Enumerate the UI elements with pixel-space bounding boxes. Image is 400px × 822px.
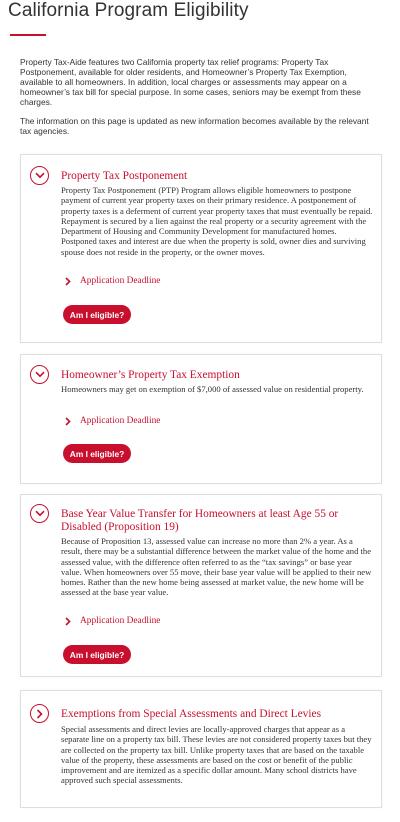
program-description: Homeowners may get on exemption of $7,000 of assessed value on residential property.: [61, 384, 364, 394]
program-description: Because of Proposition 13, assessed value can increase no more than 2% a year. As a result, there may be a substantial difference between the market value of the home and the assessed value, with the difference often referred to as the “tax savings” or base year value. When homeowners over 55 move, their base year value will be applied to their new homes. Rather than the new home being assessed at market value, the new home will be assessed at the base year value.: [61, 536, 372, 598]
chevron-right-icon: [65, 417, 71, 426]
program-card-special-assessments: [20, 690, 382, 808]
chevron-down-circle-icon[interactable]: [30, 504, 49, 523]
chevron-right-circle-icon[interactable]: [30, 704, 49, 723]
am-i-eligible-button[interactable]: Am I eligible?: [63, 444, 131, 463]
page-title: California Program Eligibility: [8, 0, 249, 21]
program-card-property-tax-postponement: [20, 154, 382, 343]
application-deadline-link[interactable]: [65, 616, 160, 626]
am-i-eligible-button[interactable]: Am I eligible?: [63, 645, 131, 664]
program-description: Property Tax Postponement (PTP) Program allows eligible homeowners to postpone payment of current year property taxes on their primary residence. A postponement of property taxes is a deferment of current year property taxes that must eventually be repaid. Repayment is secured by a lien against the real property or a security agreement with the Department of Housing and Community Development for manufactured homes. Postponed taxes and interest are due when the property is sold, owner dies and surviving spouse does not reside in the property, or the owner moves.: [61, 185, 373, 257]
title-underline: [10, 34, 46, 36]
program-card-base-year-value-transfer: [20, 494, 382, 677]
program-title[interactable]: Base Year Value Transfer for Homeowners at least Age 55 or Disabled (Proposition 19): [61, 508, 339, 533]
program-title[interactable]: Property Tax Postponement: [61, 170, 188, 182]
application-deadline-link[interactable]: [65, 416, 160, 426]
chevron-right-icon: [65, 277, 71, 286]
application-deadline-label: Application Deadline: [80, 416, 161, 426]
application-deadline-link[interactable]: [65, 276, 160, 286]
application-deadline-label: Application Deadline: [80, 616, 161, 626]
intro-update-note: The information on this page is updated as new information becomes available by the relevant tax agencies.: [20, 116, 369, 136]
program-card-homeowners-exemption: [20, 354, 382, 484]
am-i-eligible-button[interactable]: Am I eligible?: [63, 305, 131, 324]
application-deadline-label: Application Deadline: [80, 276, 161, 286]
intro-paragraph: Property Tax-Aide features two California property tax relief programs: Property Tax Postponement, available for older residents, and Homeowner’s Property Tax Exemption, available to all homeowners. In addition, local charges or assessments may appear on a homeowner’s tax bill for special purpose. In some cases, seniors may be exempt from these charges.: [20, 57, 361, 107]
program-title[interactable]: Exemptions from Special Assessments and Direct Levies: [61, 708, 322, 720]
chevron-down-circle-icon[interactable]: [30, 365, 49, 384]
chevron-right-icon: [65, 617, 71, 626]
program-description: Special assessments and direct levies are locally-approved charges that appear as a separate line on a property tax bill. These levies are not considered property taxes but they are collected on the property tax bill. Unlike property taxes that are based on the taxable value of the property, these assessments are based on the cost or benefit of the public improvement and are itemized as a specific dollar amount. Many school districts have approved such special assessments.: [61, 724, 372, 786]
chevron-down-circle-icon[interactable]: [30, 166, 49, 185]
program-title[interactable]: Homeowner’s Property Tax Exemption: [61, 369, 240, 381]
